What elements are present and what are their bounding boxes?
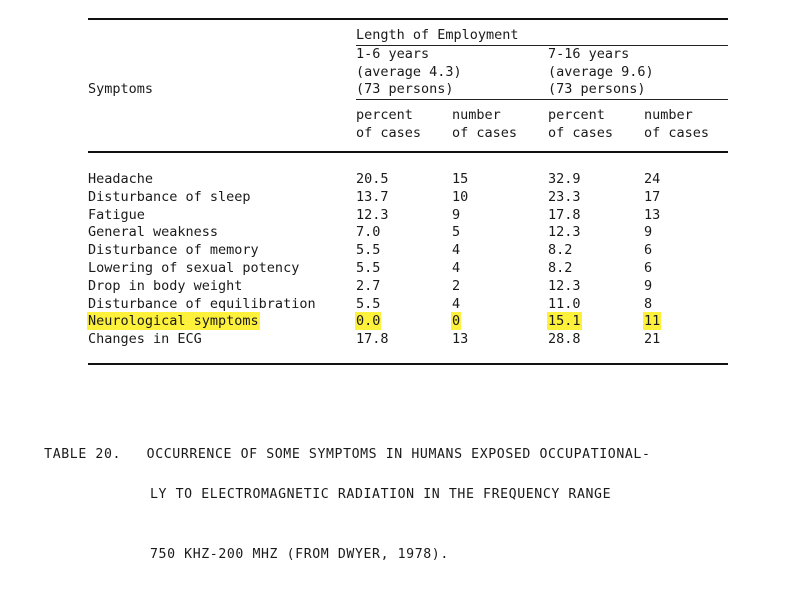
group-1-range: 1-6 years <box>356 45 430 62</box>
table-bottom-rule <box>88 363 728 365</box>
row-percent-1: 5.5 <box>356 295 381 312</box>
row-percent-2: 28.8 <box>548 331 581 348</box>
group-2-persons: (73 persons) <box>548 81 646 98</box>
row-percent-2: 32.9 <box>548 170 581 187</box>
table-row <box>88 278 728 296</box>
group-1-persons: (73 persons) <box>356 81 454 98</box>
spacer-cell <box>452 20 548 27</box>
symptoms-table <box>88 20 728 143</box>
group-2-range: 7-16 years <box>548 45 630 62</box>
subheader-percent-2: percent <box>548 107 605 124</box>
row-percent-1: 2.7 <box>356 277 381 294</box>
symptoms-rows <box>88 171 728 349</box>
subheader-row-2 <box>88 125 728 143</box>
body-top-gap <box>88 153 728 171</box>
subheader-percent-1: percent <box>356 107 413 124</box>
spacer-cell <box>88 20 356 27</box>
symptoms-column-header: Symptoms <box>88 81 154 98</box>
table-caption <box>10 425 790 606</box>
row-percent-1: 13.7 <box>356 188 389 205</box>
row-number-1: 4 <box>452 242 461 259</box>
row-symptom: Lowering of sexual potency <box>88 259 300 276</box>
row-number-2: 6 <box>644 259 653 276</box>
caption-line-3: 750 KHZ-200 MHZ (FROM DWYER, 1978). <box>150 547 449 563</box>
row-percent-2: 23.3 <box>548 188 581 205</box>
row-number-2: 9 <box>644 224 653 241</box>
table-row <box>88 260 728 278</box>
table-row <box>88 296 728 314</box>
row-percent-1: 12.3 <box>356 206 389 223</box>
row-number-2: 17 <box>644 188 661 205</box>
table-row <box>88 171 728 189</box>
row-number-2: 13 <box>644 206 661 223</box>
subheader-blank <box>88 107 356 125</box>
pre-rule-gap <box>88 143 728 151</box>
table-row <box>88 189 728 207</box>
table-row <box>88 224 728 242</box>
highlighted-symptom: Neurological symptoms <box>88 313 259 330</box>
spacer-cell <box>88 100 356 107</box>
row-number-1: 9 <box>452 206 461 223</box>
symptoms-table-body <box>88 171 728 349</box>
caption-line-1: OCCURRENCE OF SOME SYMPTOMS IN HUMANS EXPOSED OCCUPATIONAL- <box>146 447 651 463</box>
group-persons-row <box>88 81 728 99</box>
group-header-label: Length of Employment <box>356 27 519 43</box>
table-row <box>88 207 728 225</box>
row-symptom: Changes in ECG <box>88 331 202 348</box>
row-number-1 <box>452 313 548 331</box>
row-symptom: Disturbance of equilibration <box>88 295 316 312</box>
row-percent-2: 8.2 <box>548 259 573 276</box>
spacer-cell <box>356 100 452 107</box>
highlighted-percent-2: 15.1 <box>548 313 581 330</box>
caption-gap <box>121 447 147 462</box>
subheader-number-1: number <box>452 107 501 124</box>
row-number-1: 5 <box>452 224 461 241</box>
subheader-spacer-row <box>88 100 728 107</box>
row-percent-1: 5.5 <box>356 242 381 259</box>
row-percent-1: 17.8 <box>356 331 389 348</box>
caption-label: TABLE 20. <box>44 447 122 463</box>
row-number-1: 4 <box>452 259 461 276</box>
row-number-1: 4 <box>452 295 461 312</box>
header-spacer-row <box>88 20 728 27</box>
row-percent-1: 20.5 <box>356 170 389 187</box>
body-bottom-gap <box>88 349 728 363</box>
group-average-row <box>88 64 728 82</box>
spacer-cell <box>548 20 644 27</box>
row-symptom <box>88 313 356 331</box>
row-symptom: Disturbance of sleep <box>88 188 251 205</box>
table-row <box>88 242 728 260</box>
row-number-1: 10 <box>452 188 469 205</box>
row-symptom: Fatigue <box>88 206 145 223</box>
subheader-ofcases-4: of cases <box>644 125 710 142</box>
subheader-row-1 <box>88 107 728 125</box>
row-percent-1: 7.0 <box>356 224 381 241</box>
row-percent-2: 12.3 <box>548 224 581 241</box>
subheader-ofcases-2: of cases <box>452 125 518 142</box>
row-number-1: 2 <box>452 277 461 294</box>
table-row-highlighted <box>88 313 728 331</box>
row-number-2 <box>644 313 728 331</box>
average-blank <box>88 64 356 82</box>
highlighted-number-2: 11 <box>644 313 661 330</box>
row-number-1: 15 <box>452 170 469 187</box>
spacer-cell <box>452 100 548 107</box>
row-percent-2: 11.0 <box>548 295 581 312</box>
row-symptom: Headache <box>88 170 154 187</box>
table-row <box>88 331 728 349</box>
spacer-cell <box>356 20 452 27</box>
subheader-number-2: number <box>644 107 693 124</box>
row-percent-2 <box>548 313 644 331</box>
group-header-row <box>88 27 728 45</box>
row-number-2: 9 <box>644 277 653 294</box>
spacer-cell <box>644 100 728 107</box>
row-symptom: General weakness <box>88 224 219 241</box>
row-percent-2: 8.2 <box>548 242 573 259</box>
row-percent-2: 17.8 <box>548 206 581 223</box>
group-header-blank <box>88 27 356 45</box>
row-number-1: 13 <box>452 331 469 348</box>
data-table-block <box>88 18 728 365</box>
subheader-ofcases-3: of cases <box>548 125 614 142</box>
highlighted-percent-1: 0.0 <box>356 313 381 330</box>
group-2-average: (average 9.6) <box>548 63 654 80</box>
row-percent-1 <box>356 313 452 331</box>
range-blank <box>88 46 356 64</box>
caption-line-2: LY TO ELECTROMAGNETIC RADIATION IN THE FREQUENCY RANGE <box>150 487 612 503</box>
subheader-ofcases-1: of cases <box>356 125 422 142</box>
row-number-2: 8 <box>644 295 653 312</box>
group-1-average: (average 4.3) <box>356 63 462 80</box>
row-number-2: 24 <box>644 170 661 187</box>
group-range-row <box>88 46 728 64</box>
row-percent-1: 5.5 <box>356 259 381 276</box>
row-symptom: Drop in body weight <box>88 277 243 294</box>
spacer-cell <box>548 100 644 107</box>
row-number-2: 21 <box>644 331 661 348</box>
highlighted-number-1: 0 <box>452 313 461 330</box>
row-symptom: Disturbance of memory <box>88 242 259 259</box>
row-number-2: 6 <box>644 242 653 259</box>
spacer-cell <box>644 20 728 27</box>
subheader-blank <box>88 125 356 143</box>
row-percent-2: 12.3 <box>548 277 581 294</box>
